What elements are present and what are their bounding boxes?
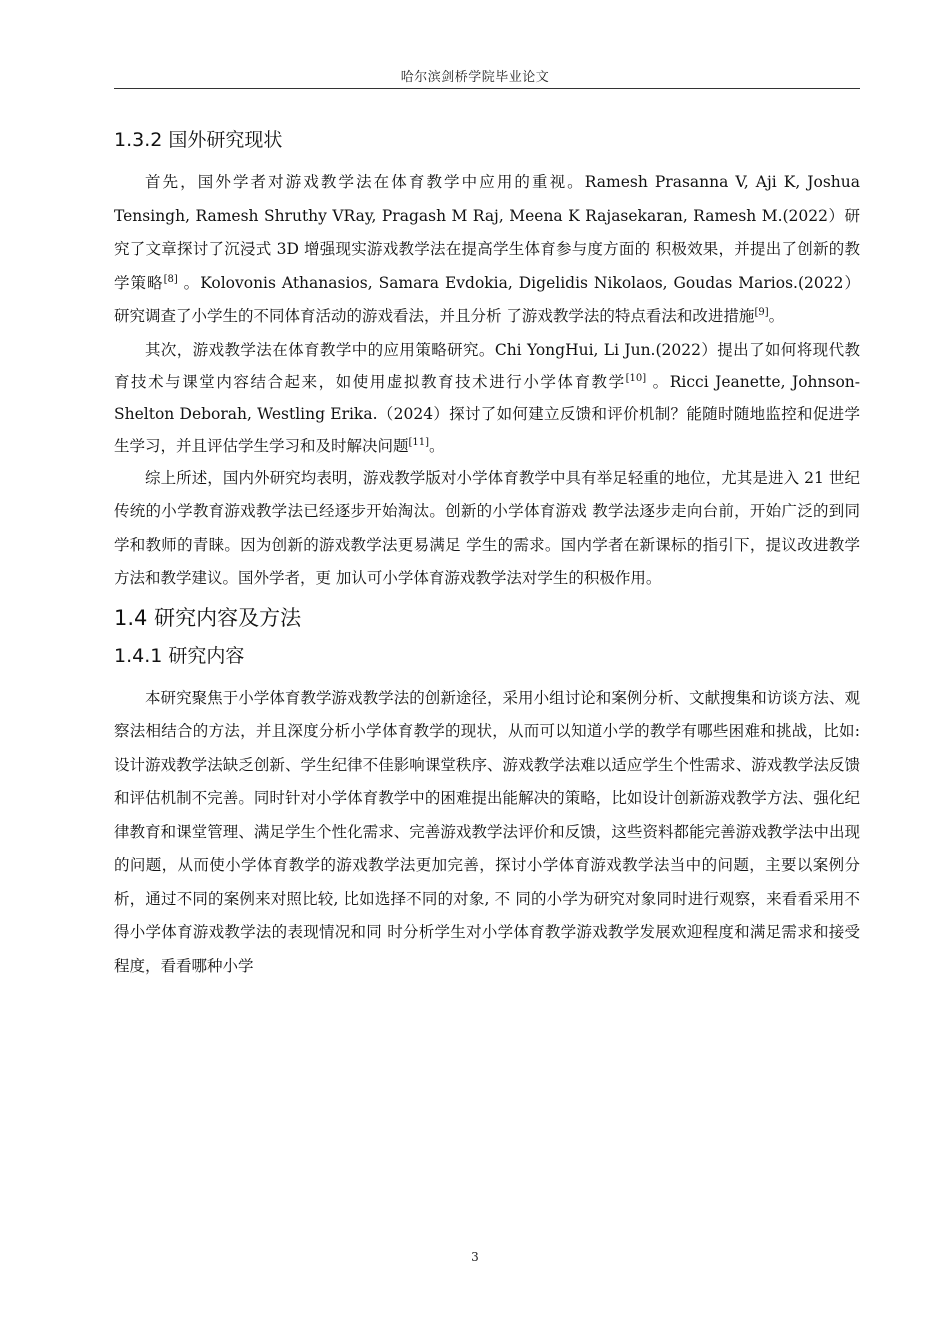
paragraph-foreign-research-2 [114,334,860,462]
paragraph-text: 首先，国外学者对游戏教学法在体育教学中应用的重视。Ramesh Prasanna V, Aji K, Joshua Tensingh, Ramesh Shruthy VRay, Pragash M Raj, Meena K Rajasekaran, Ramesh M.(2022）研究了文章探讨了沉浸式 3D 增强现实游戏教学法在提高学生体育参与度方面的 积极效果，并提出了创新的教学策略 [114,173,860,292]
paragraph-research-content: 本研究聚焦于小学体育教学游戏教学法的创新途径，采用小组讨论和案例分析、文献搜集和访谈方法、观察法相结合的方法，并且深度分析小学体育教学的现状，从而可以知道小学的教学有哪些困难和挑战，比如:设计游戏教学法缺乏创新、学生纪律不佳影响课堂秩序、游戏教学法难以适应学生个性需求、游戏教学法反馈和评估机制不完善。同时针对小学体育教学中的困难提出能解决的策略，比如设计创新游戏教学方法、强化纪律教育和课堂管理、满足学生个性化需求、完善游戏教学法评价和反馈，这些资料都能完善游戏教学法中出现的问题，从而使小学体育教学的游戏教学法更加完善，探讨小学体育游戏教学法当中的问题，主要以案例分析，通过不同的案例来对照比较, 比如选择不同的对象, 不 同的小学为研究对象同时进行观察，来看看采用不得小学体育游戏教学法的表现情况和同 时分析学生对小学体育教学游戏教学发展欢迎程度和满足需求和接受程度，看看哪种小学 [114,688,860,975]
paragraph-text: 。Kolovonis Athanasios, Samara Evdokia, Digelidis Nikolaos, Goudas Marios.(2022）研究调查了小学生的不同体育活动的游戏看法，并且分析 了游戏教学法的特点看法和改进措施 [114,273,860,325]
paragraph-foreign-research-1 [114,166,860,334]
page-number: 3 [471,1250,479,1264]
citation-ref: [9] [754,306,769,318]
section-heading-1-3-2: 1.3.2 国外研究现状 [114,129,283,151]
header-rule [114,88,860,89]
paragraph-text: 。 [768,307,785,325]
citation-ref: [8] [163,273,178,285]
section-heading-1-4: 1.4 研究内容及方法 [114,605,302,630]
citation-ref: [10] [625,372,647,384]
paragraph-summary: 综上所述，国内外研究均表明，游戏教学版对小学体育教学中具有举足轻重的地位，尤其是进入 21 世纪传统的小学教育游戏教学法已经逐步开始淘汰。创新的小学体育游戏 教学法逐步走向台前，开始广泛的到同学和教师的青睐。因为创新的游戏教学法更易满足 学生的需求。国内学者在新课标的指引下，提议改进教学方法和教学建议。国外学者，更 加认可小学体育游戏教学法对学生的积极作用。 [114,468,860,587]
citation-ref: [11] [408,436,430,448]
section-heading-1-4-1: 1.4.1 研究内容 [114,644,245,667]
page-content [114,118,860,983]
running-header: 哈尔滨剑桥学院毕业论文 [400,70,550,85]
paragraph-text: 。Ricci Jeanette, Johnson-Shelton Deborah, Westling Erika.（2024）探讨了如何建立反馈和评价机制？能随时随地监控和促进学生学习，并且评估学生学习和及时解决问题 [114,372,860,455]
paragraph-text: 。 [429,436,445,455]
paragraph-text: 其次，游戏教学法在体育教学中的应用策略研究。Chi YongHui, Li Jun.(2022）提出了如何将现代教育技术与课堂内容结合起来，如使用虚拟教育技术进行小学体育教学 [114,340,860,391]
